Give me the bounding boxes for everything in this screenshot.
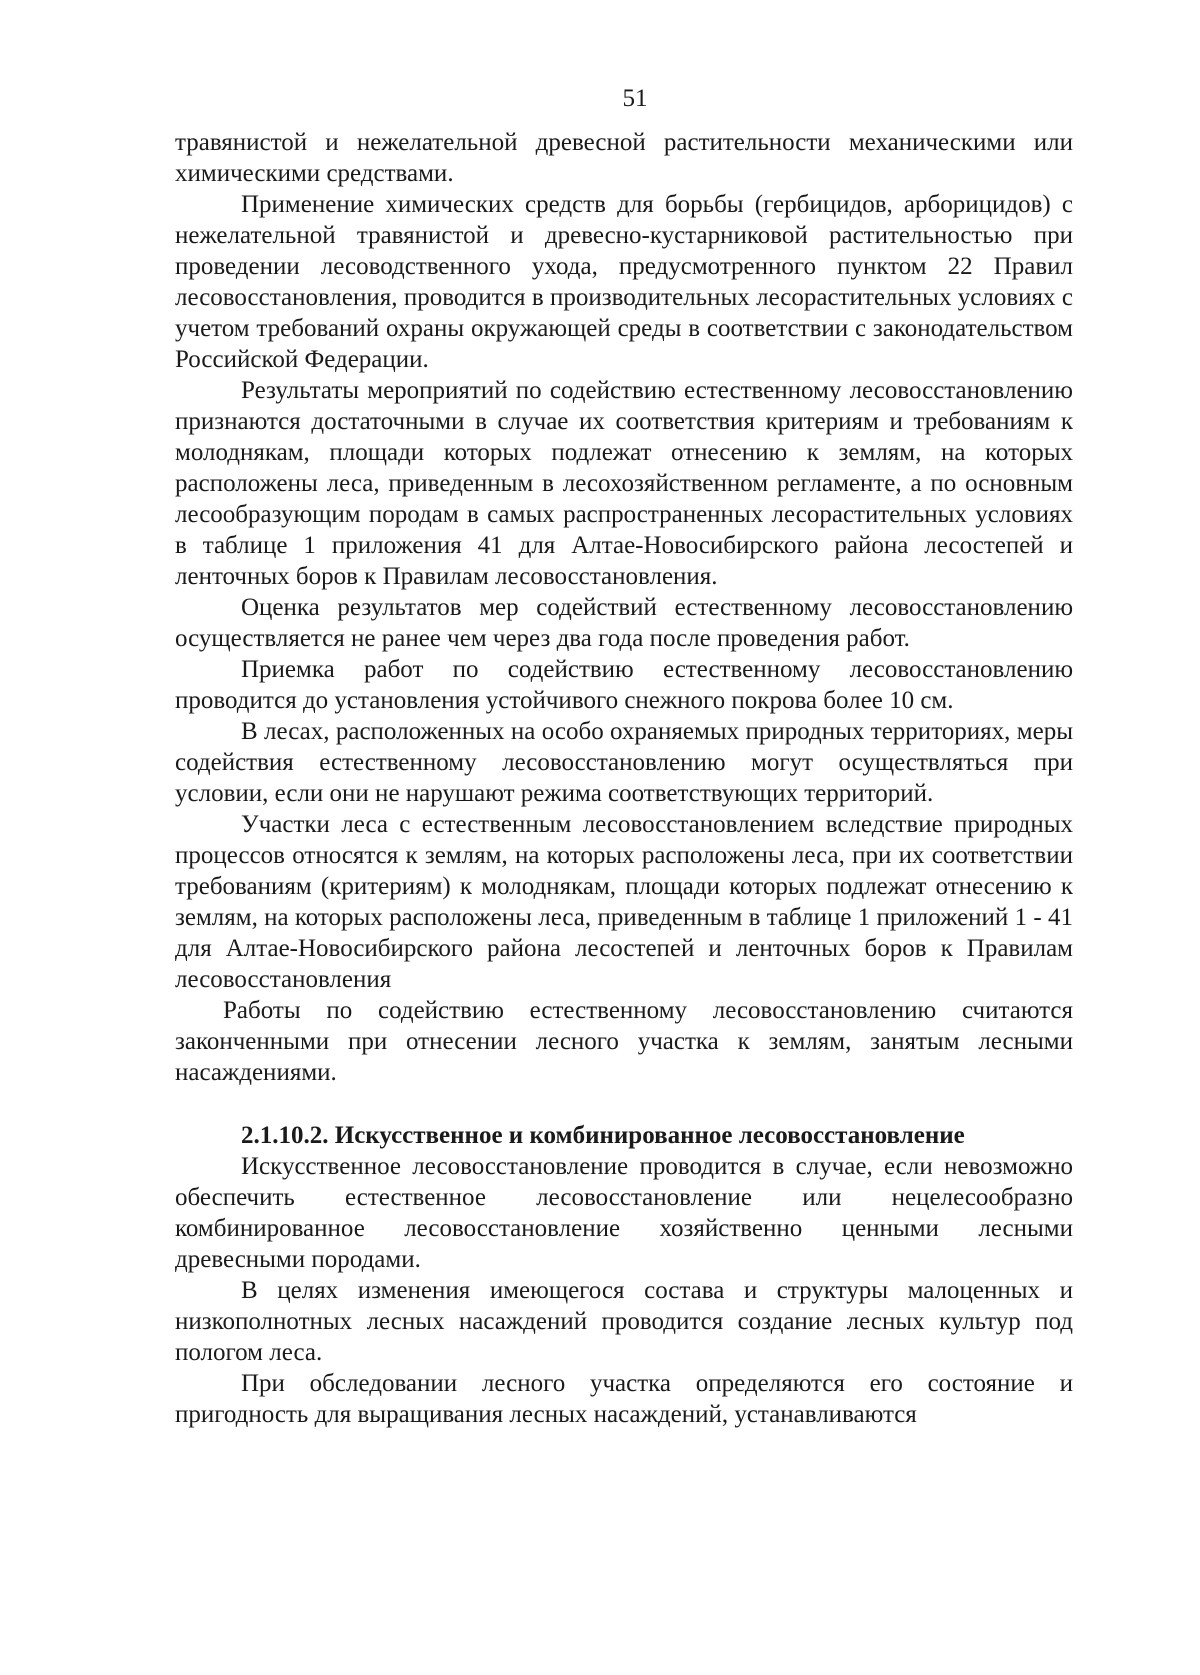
paragraph-herbicides: Применение химических средств для борьбы (гербицидов, арборицидов) с нежелательной травянистой и древесно-кустарниковой растительностью при проведении лесоводственного ухода, предусмотренного пунктом 22 Правил лесовосстановления, проводится в производительных лесорастительных условиях с учетом требований охраны окружающей среды в соответствии с законодательством Российской Федерации. [175, 191, 1073, 373]
paragraph-results: Результаты мероприятий по содействию естественному лесовосстановлению признаются достаточными в случае их соответствия критериям и требованиям к молоднякам, площади которых подлежат отнесению к землям, на которых расположены леса, приведенным в лесохозяйственном регламенте, а по основным лесообразующим породам в самых распространенных лесорастительных условиях в таблице 1 приложения 41 для Алтае-Новосибирского района лесостепей и ленточных боров к Правилам лесовосстановления. [175, 377, 1073, 590]
section-heading: 2.1.10.2. Искусственное и комбинированное лесовосстановление [241, 1122, 965, 1149]
paragraph-natural-plots: Участки леса с естественным лесовосстановлением вследствие природных процессов относятся к землям, на которых расположены леса, при их соответствии требованиям (критериям) к молоднякам, площади которых подлежат отнесению к землям, на которых расположены леса, приведенным в таблице 1 приложений 1 - 41 для Алтае-Новосибирского района лесостепей и ленточных боров к Правилам лесовосстановления [175, 811, 1073, 993]
paragraph-assessment: Оценка результатов мер содействий естественному лесовосстановлению осуществляется не ранее чем через два года после проведения работ. [175, 594, 1073, 652]
paragraph-completion: Работы по содействию естественному лесовосстановлению считаются законченными при отнесении лесного участка к землям, занятым лесными насаждениями. [175, 997, 1073, 1086]
paragraph-continuation: травянистой и нежелательной древесной растительности механическими или химическими средствами. [175, 129, 1073, 187]
paragraph-artificial: Искусственное лесовосстановление проводится в случае, если невозможно обеспечить естественное лесовосстановление или нецелесообразно комбинированное лесовосстановление хозяйственно ценными лесными древесными породами. [175, 1153, 1073, 1273]
document-body [175, 127, 1073, 1430]
paragraph-protected-areas: В лесах, расположенных на особо охраняемых природных территориях, меры содействия естественному лесовосстановлению могут осуществляться при условии, если они не нарушают режима соответствующих территорий. [175, 718, 1073, 807]
page-number: 51 [622, 85, 648, 112]
paragraph-survey: При обследовании лесного участка определяются его состояние и пригодность для выращивания лесных насаждений, устанавливаются [175, 1370, 1073, 1428]
paragraph-acceptance: Приемка работ по содействию естественному лесовосстановлению проводится до установления устойчивого снежного покрова более 10 см. [175, 656, 1073, 714]
paragraph-composition: В целях изменения имеющегося состава и структуры малоценных и низкополнотных лесных насаждений проводится создание лесных культур под пологом леса. [175, 1277, 1073, 1366]
